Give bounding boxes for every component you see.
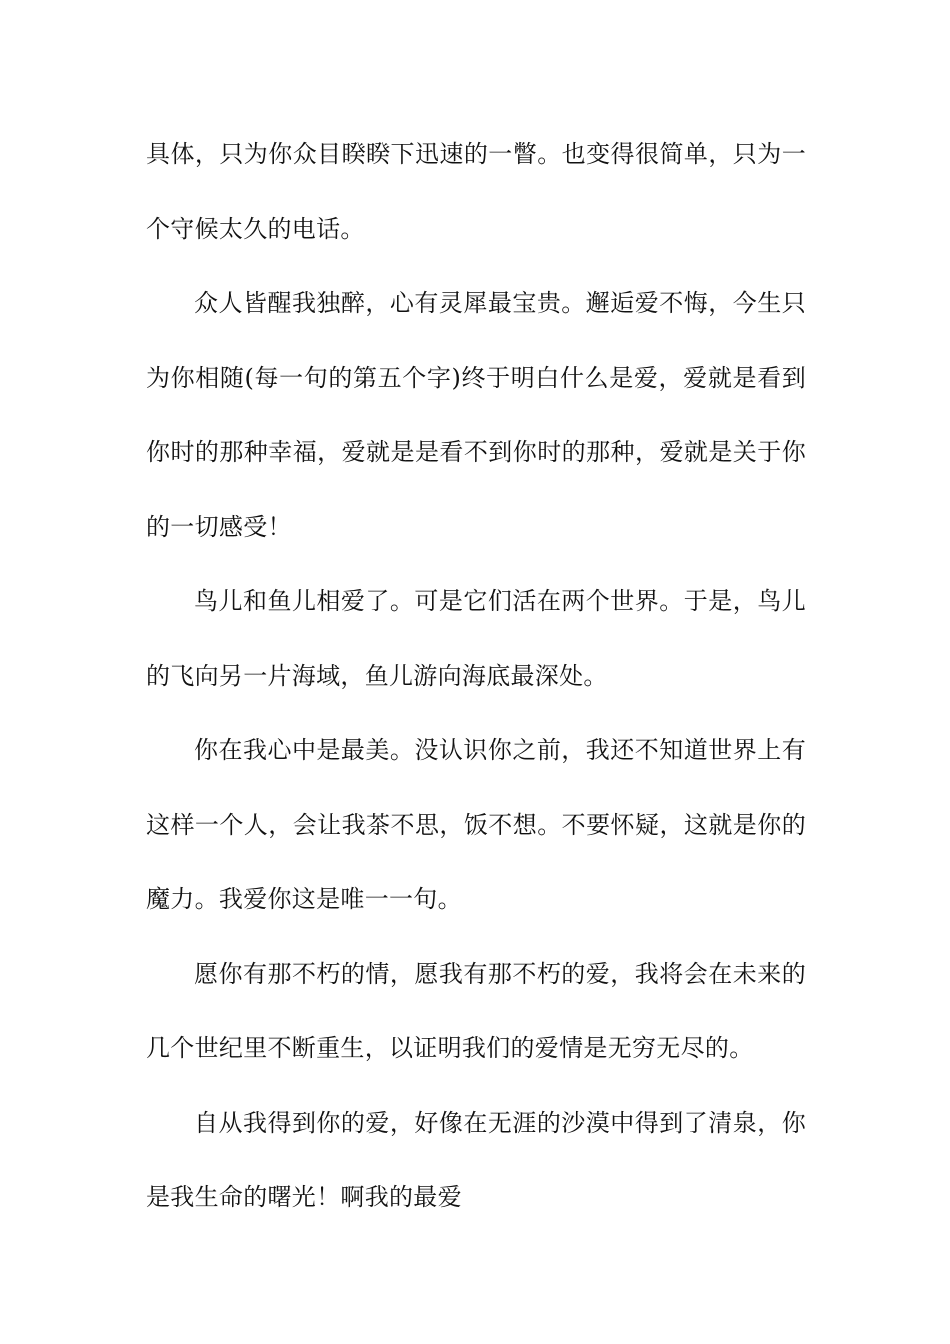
paragraph-5: 愿你有那不朽的情，愿我有那不朽的爱，我将会在未来的几个世纪里不断重生，以证明我们的爱情是无穷无尽的。 bbox=[146, 959, 806, 1062]
paragraph-3: 鸟儿和鱼儿相爱了。可是它们活在两个世界。于是，鸟儿的飞向另一片海域，鱼儿游向海底最深处。 bbox=[146, 587, 806, 690]
paragraph-2: 众人皆醒我独醉，心有灵犀最宝贵。邂逅爱不悔，今生只为你相随(每一句的第五个字)终于明白什么是爱，爱就是看到你时的那种幸福，爱就是是看不到你时的那种，爱就是关于你的一切感受！ bbox=[146, 289, 806, 541]
paragraph-4: 你在我心中是最美。没认识你之前，我还不知道世界上有这样一个人，会让我茶不思，饭不想。不要怀疑，这就是你的魔力。我爱你这是唯一一句。 bbox=[146, 736, 806, 913]
body-text bbox=[146, 117, 806, 1235]
paragraph-1: 具体，只为你众目睽睽下迅速的一瞥。也变得很简单，只为一个守候太久的电话。 bbox=[146, 140, 806, 243]
paragraph-6: 自从我得到你的爱，好像在无涯的沙漠中得到了清泉，你是我生命的曙光！啊我的最爱 bbox=[146, 1108, 806, 1211]
